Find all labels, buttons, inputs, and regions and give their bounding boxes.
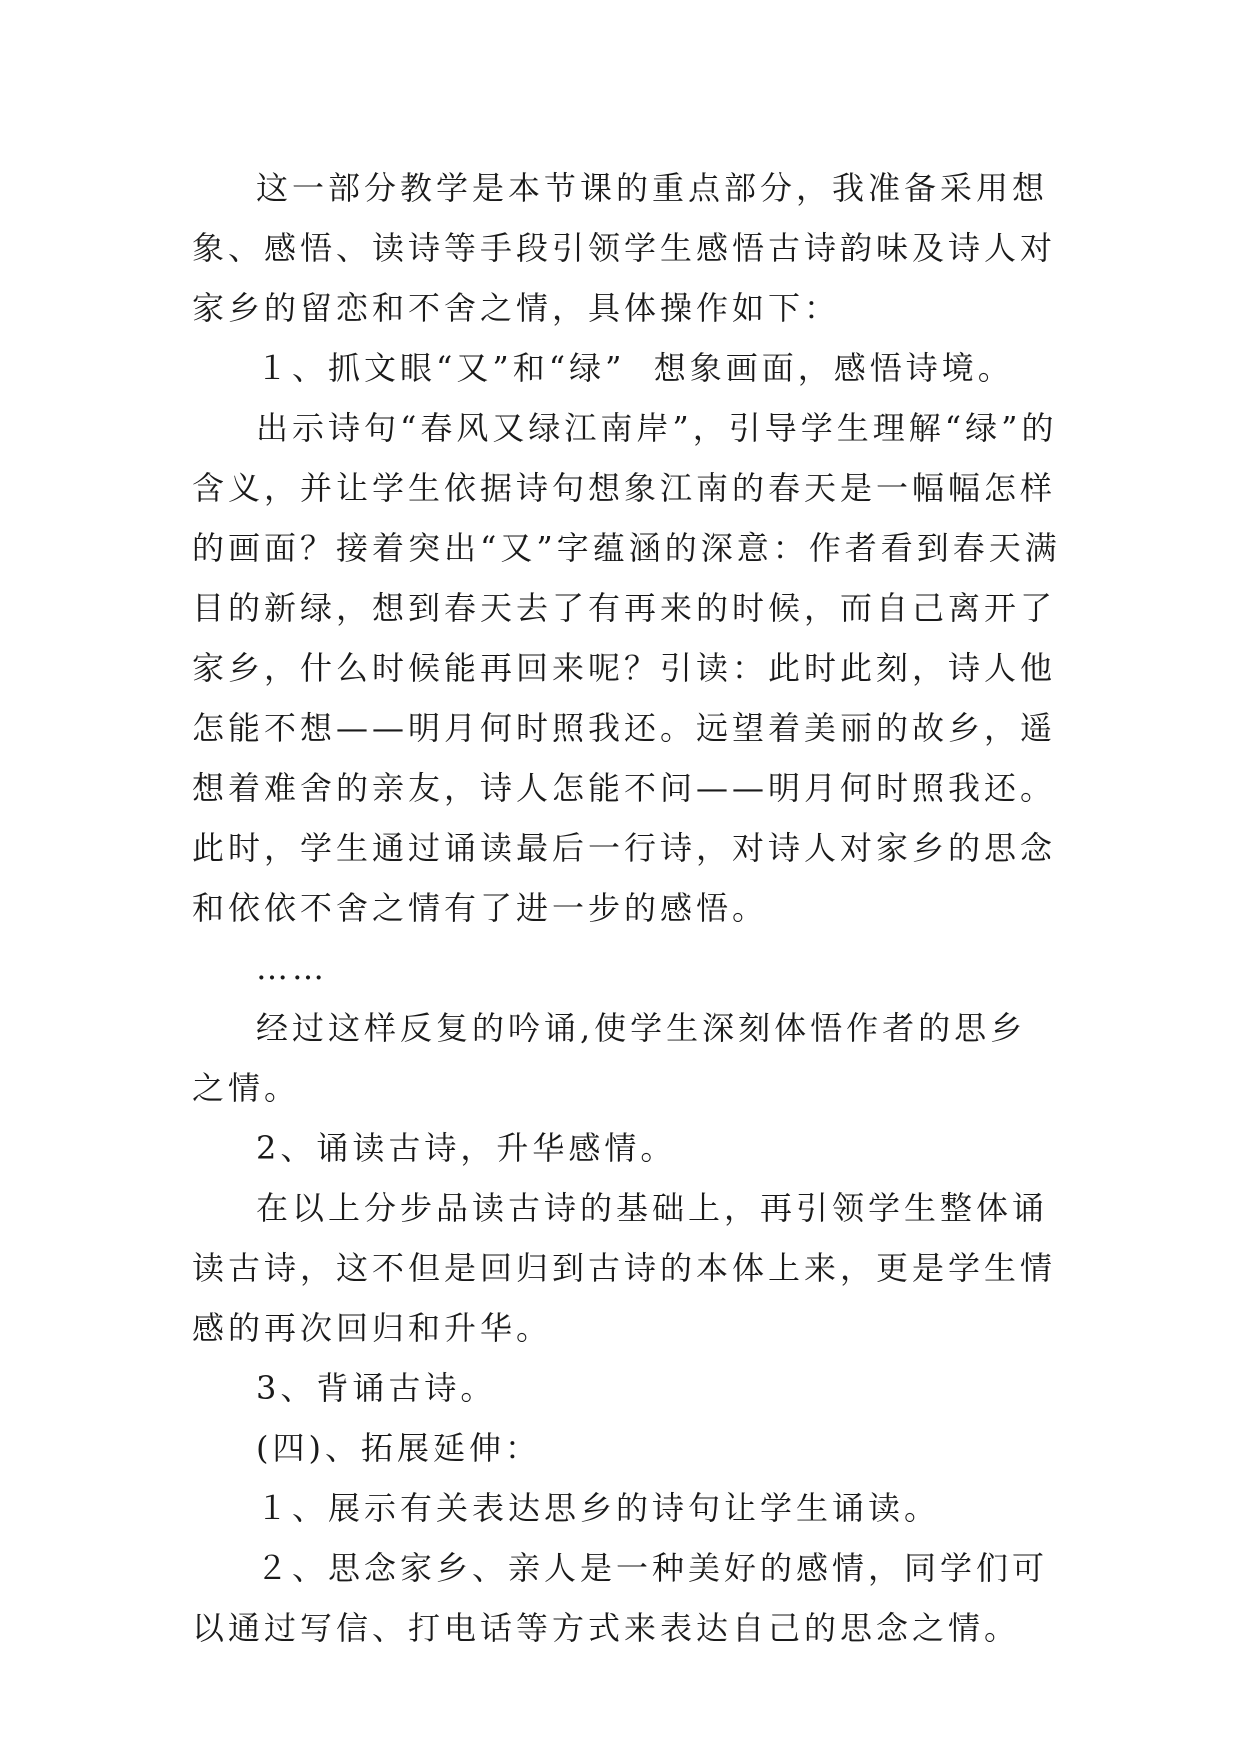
paragraph-ellipsis: ……	[256, 949, 328, 987]
paragraph-extension-2: ２、思念家乡、亲人是一种美好的感情，同学们可以通过写信、打电话等方式来表达自己的思念之情。	[192, 1549, 1049, 1647]
paragraph-step-2-heading: 2、诵读古诗，升华感情。	[256, 1129, 677, 1167]
paragraph-step-2-body: 在以上分步品读古诗的基础上，再引领学生整体诵读古诗，这不但是回归到古诗的本体上来，更是学生情感的再次回归和升华。	[192, 1189, 1057, 1347]
paragraph-step-1-body: 出示诗句“春风又绿江南岸”，引导学生理解“绿”的含义，并让学生依据诗句想象江南的春天是一幅幅怎样的画面？接着突出“又”字蕴涵的深意：作者看到春天满目的新绿，想到春天去了有再来的时候，而自己离开了家乡，什么时候能再回来呢？引读：此时此刻，诗人他怎能不想——明月何时照我还。远望着美丽的故乡，遥想着难舍的亲友，诗人怎能不问——明月何时照我还。此时，学生通过诵读最后一行诗，对诗人对家乡的思念和依依不舍之情有了进一步的感悟。	[192, 409, 1061, 927]
paragraph-intro: 这一部分教学是本节课的重点部分，我准备采用想象、感悟、读诗等手段引领学生感悟古诗韵味及诗人对家乡的留恋和不舍之情，具体操作如下：	[192, 169, 1057, 327]
paragraph-step-1-heading: １、抓文眼“又”和“绿” 想象画面，感悟诗境。	[256, 349, 1014, 387]
paragraph-extension-1: １、展示有关表达思乡的诗句让学生诵读。	[256, 1489, 941, 1527]
paragraph-step-3-heading: 3、背诵古诗。	[256, 1369, 497, 1407]
paragraph-summary: 经过这样反复的吟诵,使学生深刻体悟作者的思乡之情。	[192, 1009, 1027, 1107]
document-body	[192, 158, 1062, 1658]
section-heading-extension: (四)、拓展延伸：	[256, 1429, 541, 1467]
